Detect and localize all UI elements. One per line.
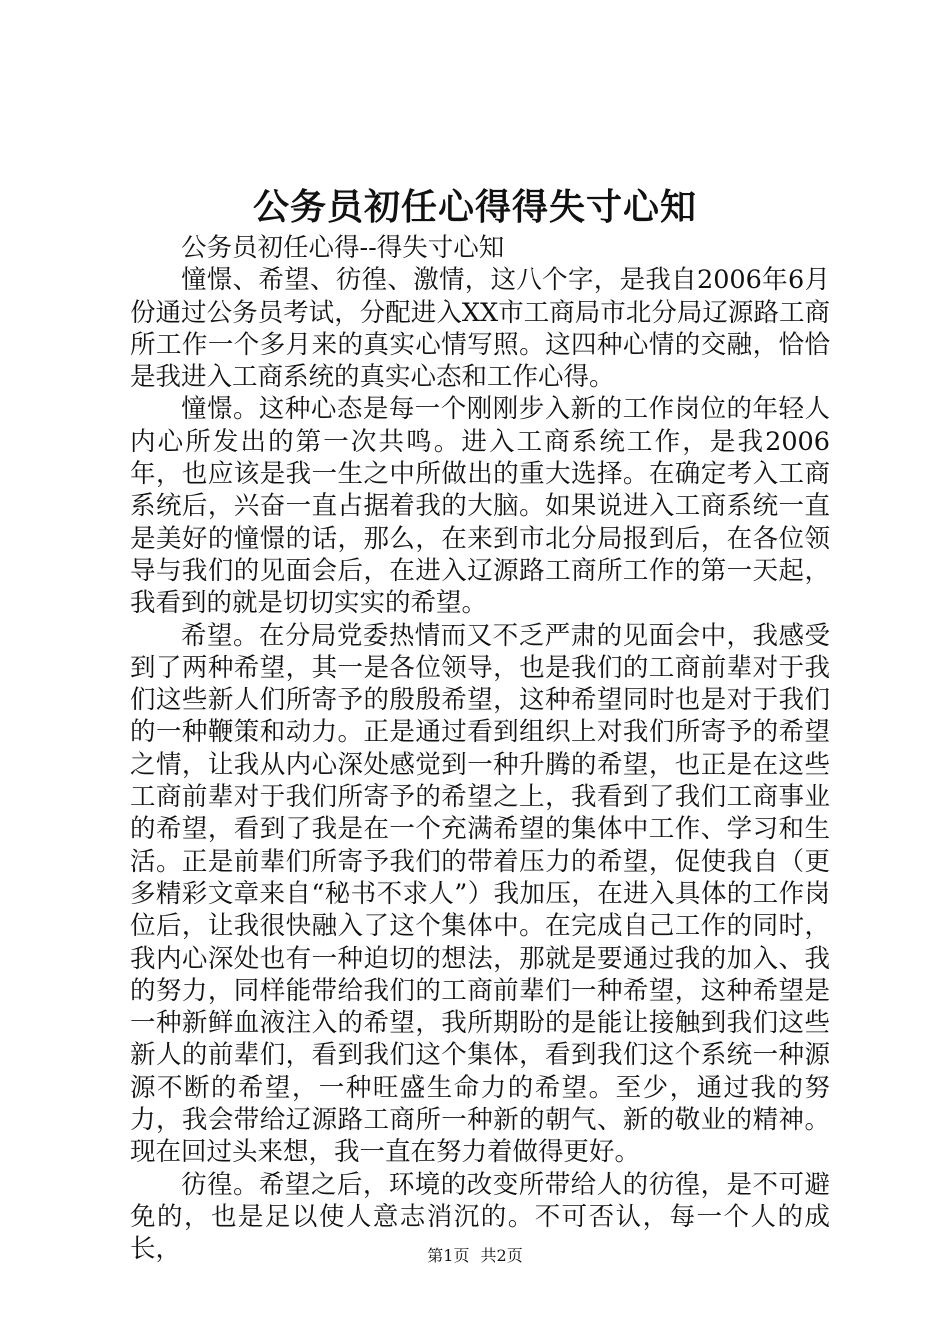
longing-paragraph: 憧憬。这种心态是每一个刚刚步入新的工作岗位的年轻人内心所发出的第一次共鸣。进入工商系统工作，是我2006年，也应该是我一生之中所做出的重大选择。在确定考入工商系统后，兴奋一直占据着我的大脑。如果说进入工商系统一直是美好的憧憬的话，那么，在来到市北分局报到后，在各位领导与我们的见面会后，在进入辽源路工商所工作的第一天起，我看到的就是切切实实的希望。 <box>130 394 830 619</box>
document-title: 公务员初任心得得失寸心知 <box>252 186 697 228</box>
hope-paragraph: 希望。在分局党委热情而又不乏严肃的见面会中，我感受到了两种希望，其一是各位领导，也是我们的工商前辈对于我们这些新人们所寄予的殷殷希望，这种希望同时也是对于我们的一种鞭策和动力。正是通过看到组织上对我们所寄予的希望之情，让我从内心深处感觉到一种升腾的希望，也正是在这些工商前辈对于我们所寄予的希望之上，我看到了我们工商事业的希望，看到了我是在一个充满希望的集体中工作、学习和生活。正是前辈们所寄予我们的带着压力的希望，促使我自（更多精彩文章来自“秘书不求人”）我加压，在进入具体的工作岗位后，让我很快融入了这个集体中。在完成自己工作的同时，我内心深处也有一种迫切的想法，那就是要通过我的加入、我的努力，同样能带给我们的工商前辈们一种希望，这种希望是一种新鲜血液注入的希望，我所期盼的是能让接触到我们这些新人的前辈们，看到我们这个集体，看到我们这个系统一种源源不断的希望，一种旺盛生命力的希望。至少，通过我的努力，我会带给辽源路工商所一种新的朝气、新的敬业的精神。现在回过头来想，我一直在努力着做得更好。 <box>130 620 830 1168</box>
page-number: 第1页 <box>427 1246 470 1265</box>
intro-paragraph: 憧憬、希望、彷徨、激情，这八个字，是我自2006年6月份通过公务员考试，分配进入XX市工商局市北分局辽源路工商所工作一个多月来的真实心情写照。这四种心情的交融，恰恰是我进入工商系统的真实心态和工作心得。 <box>130 265 830 393</box>
subtitle-paragraph: 公务员初任心得--得失寸心知 <box>181 233 505 263</box>
document-body <box>130 232 830 1266</box>
page-footer <box>0 1246 950 1266</box>
page-total: 共2页 <box>480 1246 523 1265</box>
hesitation-paragraph: 彷徨。希望之后，环境的改变所带给人的彷徨，是不可避免的，也是足以使人意志消沉的。不可否认，每一个人的成长， <box>130 1169 830 1265</box>
